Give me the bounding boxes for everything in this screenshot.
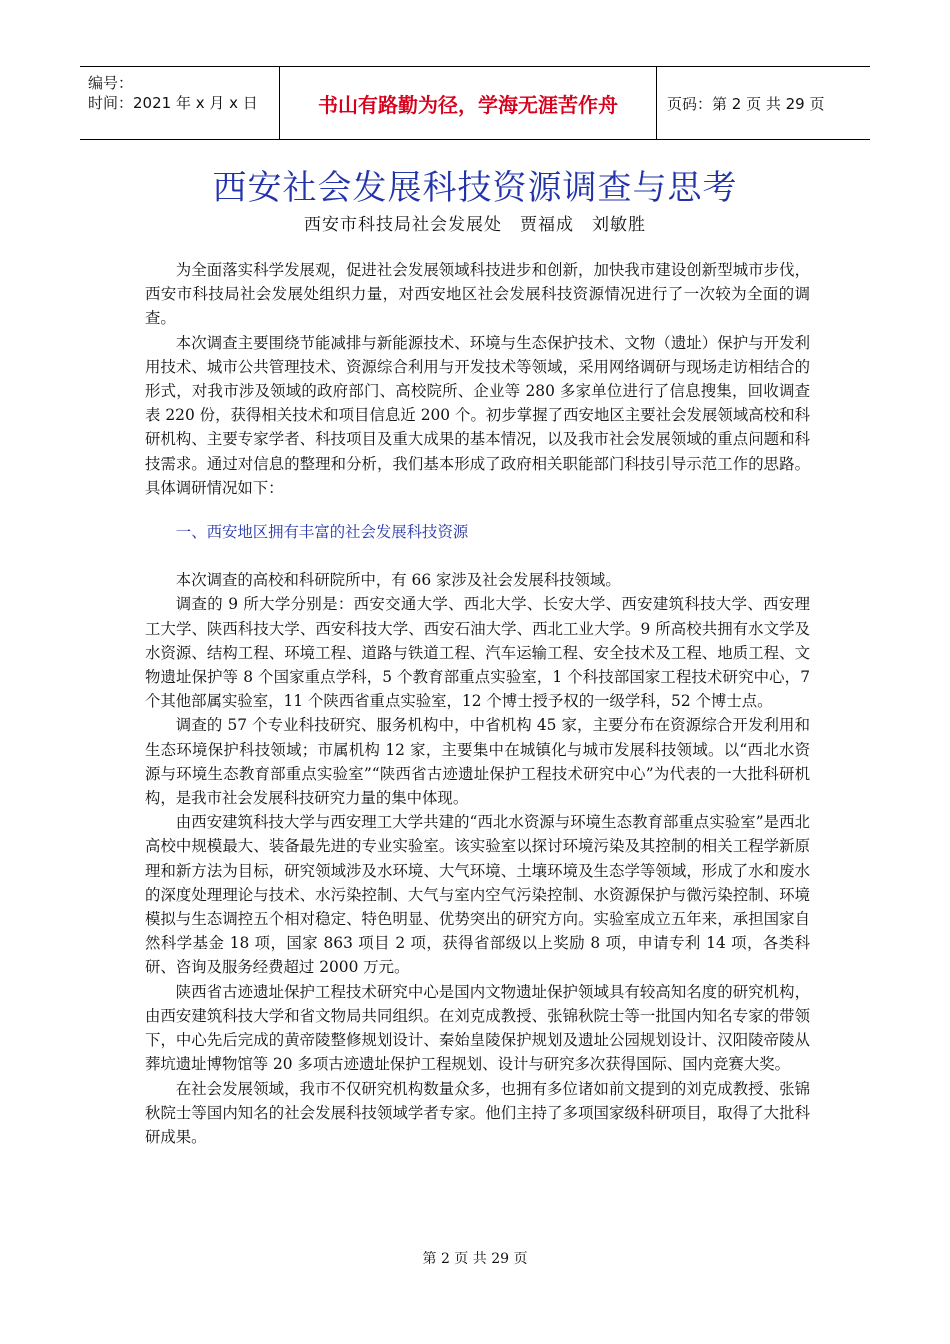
paragraph: 本次调查主要围绕节能减排与新能源技术、环境与生态保护技术、文物（遗址）保护与开发利用技术、城市公共管理技术、资源综合利用与开发技术等领域，采用网络调研与现场走访相结合的形式，对我市涉及领域的政府部门、高校院所、企业等 280 多家单位进行了信息搜集，回收调查表 220 份，获得相关技术和项目信息近 200 个。初步掌握了西安地区主要社会发展领域高校和科研机构、主要专家学者、科技项目及重大成果的基本情况，以及我市社会发展领域的重点问题和科技需求。通过对信息的整理和分析，我们基本形成了政府相关职能部门科技引导示范工作的思路。具体调研情况如下： <box>145 333 810 497</box>
page-header <box>80 66 870 140</box>
page-footer: 第 2 页 共 29 页 <box>422 1251 528 1267</box>
document-body <box>145 258 810 1149</box>
header-page-info: 页码：第 2 页 共 29 页 <box>667 94 825 113</box>
paragraph: 调查的 57 个专业科技研究、服务机构中，中省机构 45 家，主要分布在资源综合开发利用和生态环境保护科技领域；市属机构 12 家，主要集中在城镇化与城市发展科技领域。以“西北水资源与环境生态教育部重点实验室”“陕西省古迹遗址保护工程技术研究中心”为代表的一大批科研机构，是我市社会发展科技研究力量的集中体现。 <box>145 716 810 808</box>
header-meta <box>80 67 280 139</box>
paragraph: 本次调查的高校和科研院所中，有 66 家涉及社会发展科技领域。 <box>175 571 621 590</box>
paragraph: 陕西省古迹遗址保护工程技术研究中心是国内文物遗址保护领域具有较高知名度的研究机构，由西安建筑科技大学和省文物局共同组织。在刘克成教授、张锦秋院士等一批国内知名专家的带领下，中心先后完成的黄帝陵整修规划设计、秦始皇陵保护规划及遗址公园规划设计、汉阳陵帝陵从葬坑遗址博物馆等 20 多项古迹遗址保护工程规划、设计与研究多次获得国际、国内竞赛大奖。 <box>145 982 810 1074</box>
document-authors: 西安市科技局社会发展处 贾福成 刘敏胜 <box>304 215 646 235</box>
document-title: 西安社会发展科技资源调查与思考 <box>212 168 738 208</box>
paragraph: 为全面落实科学发展观，促进社会发展领域科技进步和创新，加快我市建设创新型城市步伐，西安市科技局社会发展处组织力量，对西安地区社会发展科技资源情况进行了一次较为全面的调查。 <box>145 261 810 328</box>
time-label: 时间：2021 年 x 月 x 日 <box>88 94 258 112</box>
number-label: 编号： <box>88 74 134 92</box>
paragraph: 由西安建筑科技大学与西安理工大学共建的“西北水资源与环境生态教育部重点实验室”是西北高校中规模最大、装备最先进的专业实验室。该实验室以探讨环境污染及其控制的相关工程学新原理和新方法为目标，研究领域涉及水环境、大气环境、土壤环境及生态学等领域，形成了水和废水的深度处理理论与技术、水污染控制、大气与室内空气污染控制、水资源保护与微污染控制、环境模拟与生态调控五个相对稳定、特色明显、优势突出的研究方向。实验室成立五年来，承担国家自然科学基金 18 项，国家 863 项目 2 项，获得省部级以上奖励 8 项，申请专利 14 项，各类科研、咨询及服务经费超过 2000 万元。 <box>145 813 810 977</box>
header-motto: 书山有路勤为径，学海无涯苦作舟 <box>280 67 657 139</box>
paragraph: 在社会发展领域，我市不仅研究机构数量众多，也拥有多位诸如前文提到的刘克成教授、张锦秋院士等国内知名的社会发展科技领域学者专家。他们主持了多项国家级科研项目，取得了大批科研成果。 <box>145 1079 810 1146</box>
section-heading: 一、西安地区拥有丰富的社会发展科技资源 <box>175 523 469 542</box>
paragraph: 调查的 9 所大学分别是：西安交通大学、西北大学、长安大学、西安建筑科技大学、西安理工大学、陕西科技大学、西安科技大学、西安石油大学、西北工业大学。9 所高校共拥有水文学及水资源、结构工程、环境工程、道路与铁道工程、汽车运输工程、安全技术及工程、地质工程、文物遗址保护等 8 个国家重点学科，5 个教育部重点实验室，1 个科技部国家工程技术研究中心，7 个其他部属实验室，11 个陕西省重点实验室，12 个博士授予权的一级学科，52 个博士点。 <box>145 595 810 711</box>
